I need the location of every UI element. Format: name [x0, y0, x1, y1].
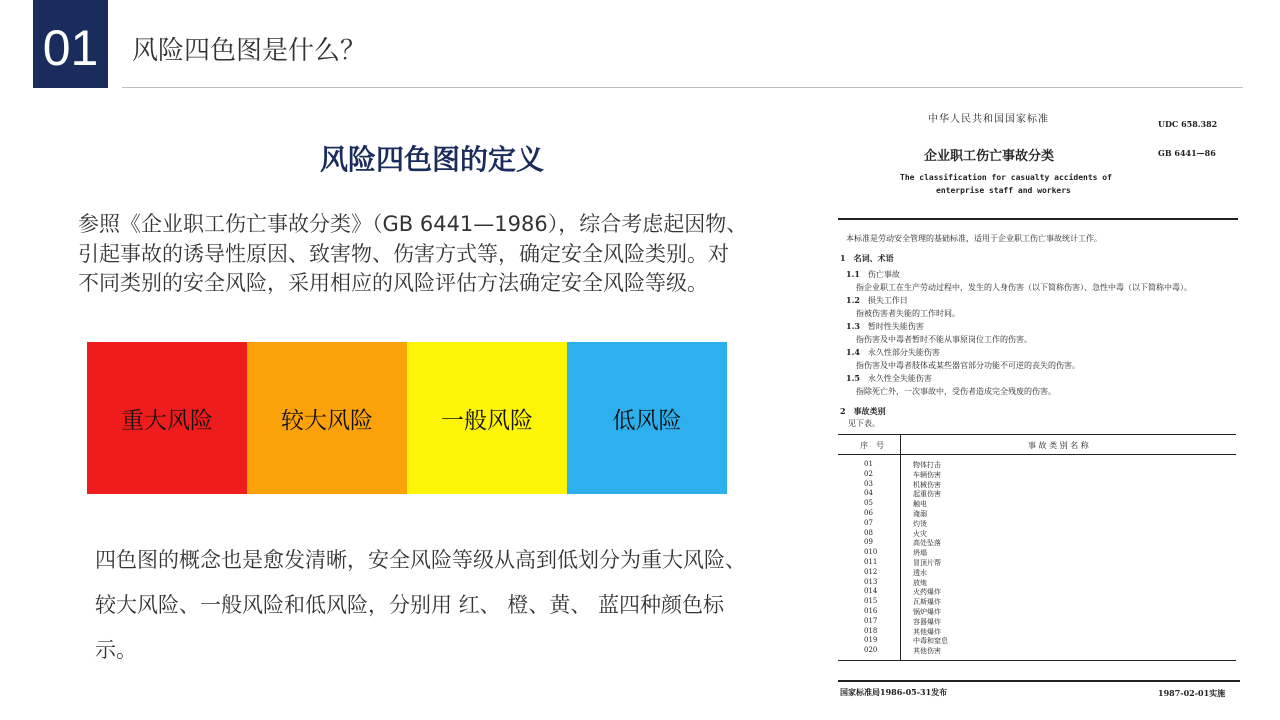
doc-table-row-number: 020 [864, 646, 878, 655]
doc-table-row-name: 坍塌 [913, 549, 927, 558]
doc-def-number: 1.3 [846, 321, 860, 331]
doc-footer-rule [838, 680, 1240, 682]
doc-section-2: 2 事故类别 [840, 406, 886, 416]
doc-table-row-name: 中毒和窒息 [913, 637, 948, 646]
doc-def-number: 1.2 [846, 295, 860, 305]
doc-table-row-name: 其他爆炸 [913, 627, 941, 636]
doc-def-term [846, 269, 900, 280]
doc-def-term [846, 321, 924, 332]
doc-footer-right: 1987-02-01实施 [1158, 688, 1226, 698]
doc-gb-number: GB 6441—86 [1158, 148, 1216, 158]
doc-table-row-name: 其他伤害 [913, 647, 941, 656]
doc-def-term-label: 永久性全失能伤害 [867, 374, 932, 383]
doc-table-row-number: 04 [864, 489, 873, 498]
doc-footer-left: 国家标准局1986-05-31发布 [840, 687, 948, 697]
doc-table-row-name: 机械伤害 [913, 480, 941, 489]
doc-title-en-2: enterprise staff and workers [936, 186, 1071, 195]
doc-def-term [846, 295, 908, 306]
doc-table-row-number: 013 [864, 577, 878, 586]
doc-table-row-name: 透水 [913, 568, 927, 577]
doc-table-row-number: 014 [864, 587, 878, 596]
doc-table-row-name: 容器爆炸 [913, 617, 941, 626]
doc-def-term-label: 损失工作日 [867, 296, 908, 305]
risk-color-strip [87, 342, 727, 494]
definition-paragraph: 参照《企业职工伤亡事故分类》（GB 6441—1986），综合考虑起因物、引起事故的诱导性原因、致害物、伤害方式等，确定安全风险类别。对不同类别的安全风险，采用相应的风险评估方法确定安全风险等级。 [78, 212, 748, 295]
doc-top-rule [838, 218, 1238, 220]
doc-table-header-no: 序 号 [860, 441, 884, 450]
doc-table-col-rule [900, 434, 901, 660]
doc-table-row-number: 011 [864, 558, 878, 566]
doc-title-en-1: The classification for casualty accidents of [900, 173, 1112, 182]
doc-def-term [846, 347, 940, 358]
doc-def-term-label: 暂时性失能伤害 [867, 322, 924, 331]
doc-table-row-number: 09 [864, 538, 873, 547]
doc-table-row-number: 03 [864, 479, 873, 488]
doc-title-cn: 企业职工伤亡事故分类 [924, 149, 1055, 164]
doc-table-row-number: 015 [864, 597, 878, 606]
gb6441-document-image [838, 100, 1240, 708]
doc-table-row-number: 019 [864, 636, 878, 645]
header-divider [122, 87, 1243, 88]
doc-table-row-name: 放炮 [913, 578, 927, 587]
concept-paragraph: 四色图的概念也是愈发清晰，安全风险等级从高到低划分为重大风险、较大风险、一般风险和低风险，分别用 红、 橙、黄、 蓝四种颜色标示。 [95, 548, 746, 662]
doc-def-number: 1.4 [846, 347, 860, 357]
doc-table-row-name: 淹溺 [913, 510, 927, 518]
doc-table-row-name: 触电 [913, 500, 927, 509]
risk-block-low: 低风险 [567, 342, 727, 494]
doc-def-text: 指伤害及中毒者肢体或某些器官部分功能不可逆的丧失的伤害。 [856, 361, 1080, 370]
doc-table-row-number: 08 [864, 528, 873, 537]
doc-def-term [846, 373, 932, 384]
doc-table-bottom-rule [838, 660, 1236, 661]
doc-table-header-name: 事 故 类 别 名 称 [1028, 441, 1089, 450]
doc-intro: 本标准是劳动安全管理的基础标准，适用于企业职工伤亡事故统计工作。 [846, 234, 1102, 243]
doc-def-text: 指伤害及中毒者暂时不能从事原岗位工作的伤害。 [856, 335, 1032, 344]
doc-table-row-name: 高处坠落 [913, 539, 941, 548]
risk-block-general: 一般风险 [407, 342, 567, 494]
doc-table-row-name: 瓦斯爆炸 [913, 598, 941, 607]
section-title: 风险四色图的定义 [320, 143, 545, 176]
doc-def-term-label: 伤亡事故 [867, 270, 900, 279]
doc-def-number: 1.1 [846, 269, 860, 279]
doc-table-row-number: 06 [864, 509, 873, 517]
doc-table-row-number: 07 [864, 518, 873, 527]
risk-block-large: 较大风险 [247, 342, 407, 494]
doc-table-row-number: 010 [864, 548, 878, 557]
doc-def-text: 指被伤害者失能的工作时间。 [856, 309, 960, 318]
doc-def-text: 指企业职工在生产劳动过程中，发生的人身伤害（以下简称伤害）、急性中毒（以下简称中毒）。 [856, 283, 1192, 292]
doc-table-row-number: 012 [864, 567, 878, 576]
doc-table-row-name: 锅炉爆炸 [913, 608, 941, 616]
doc-table-row-number: 017 [864, 616, 878, 625]
doc-table-row-name: 灼烫 [913, 519, 927, 528]
doc-table-header-rule [838, 454, 1236, 455]
doc-def-term-label: 永久性部分失能伤害 [867, 348, 940, 357]
doc-def-number: 1.5 [846, 373, 860, 383]
doc-table-row-name: 起重伤害 [913, 490, 941, 499]
section-number-badge: 01 [33, 0, 108, 88]
doc-table-row-number: 02 [864, 469, 873, 478]
doc-table-row-name: 物体打击 [913, 461, 941, 469]
doc-table-row-number: 05 [864, 499, 873, 508]
doc-section-2-note: 见下表。 [848, 419, 880, 428]
doc-section-1: 1 名词、术语 [840, 253, 894, 263]
doc-table-row-number: 016 [864, 607, 878, 615]
doc-def-text: 指除死亡外，一次事故中，受伤者造成完全残废的伤害。 [856, 387, 1056, 396]
doc-udc: UDC 658.382 [1158, 119, 1218, 129]
doc-table-row-number: 01 [864, 460, 873, 468]
doc-table-row-name: 火灾 [913, 529, 927, 538]
doc-table-row-name: 冒顶片帮 [913, 559, 941, 567]
doc-table-row-name: 车辆伤害 [913, 470, 941, 479]
page-title: 风险四色图是什么？ [132, 36, 367, 66]
risk-block-major: 重大风险 [87, 342, 247, 494]
doc-top-heading: 中华人民共和国国家标准 [928, 114, 1049, 125]
doc-table-row-name: 火药爆炸 [913, 588, 941, 597]
doc-table-row-number: 018 [864, 626, 878, 635]
doc-table-top-rule [838, 434, 1236, 435]
